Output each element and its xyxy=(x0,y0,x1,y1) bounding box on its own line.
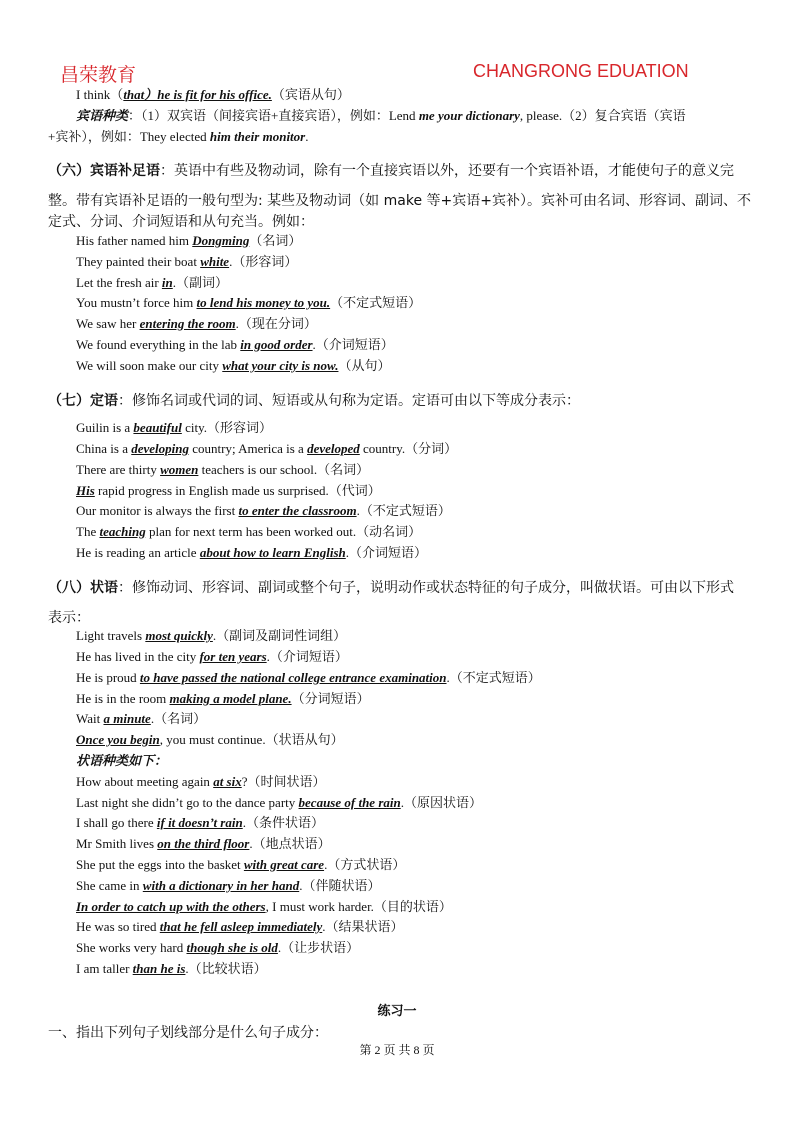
s7-example: He is reading an article about how to learn English.（介词短语） xyxy=(76,545,428,560)
section-8-heading: （八）状语：修饰动词、形容词、副词或整个句子，说明动作或状态特征的句子成分，叫做状语。可由以下形式 xyxy=(48,580,734,596)
adverbial-types-heading: 状语种类如下： xyxy=(76,753,168,768)
s6-example: Let the fresh air in.（副词） xyxy=(76,275,229,290)
s8-example: He is proud to have passed the national college entrance examination.（不定式短语） xyxy=(76,670,541,685)
s8-kind-example: She works very hard though she is old.（让步状语） xyxy=(76,940,360,955)
s8-kind-example: Mr Smith lives on the third floor.（地点状语） xyxy=(76,836,331,851)
s8-kind-example: How about meeting again at six?（时间状语） xyxy=(76,774,326,789)
s6-example: We found everything in the lab in good order.（介词短语） xyxy=(76,337,394,352)
s8-kind-example: He was so tired that he fell asleep immediately.（结果状语） xyxy=(76,919,404,934)
s6-example: They painted their boat white.（形容词） xyxy=(76,254,298,269)
s7-example: China is a developing country; America is a developed country.（分词） xyxy=(76,441,458,456)
s8-example: Light travels most quickly.（副词及副词性词组） xyxy=(76,628,347,643)
brand-english: CHANGRONG EDUATION xyxy=(473,61,689,81)
s6-example: His father named him Dongming（名词） xyxy=(76,233,302,248)
s6-example: You mustn’t force him to lend his money to you.（不定式短语） xyxy=(76,295,422,310)
s8-example: He has lived in the city for ten years.（介词短语） xyxy=(76,649,348,664)
section-6-text-2: 整。带有宾语补足语的一般句型为: 某些及物动词（如 make 等+宾语+宾补）。宾补可由名词、形容词、副词、不 xyxy=(48,193,751,209)
object-clause-example: I think（that）he is fit for his office.（宾语从句） xyxy=(76,87,350,102)
s8-example: He is in the room making a model plane.（分词短语） xyxy=(76,691,370,706)
brand-chinese: 昌荣教育 xyxy=(60,64,137,86)
s7-example: There are thirty women teachers is our school.（名词） xyxy=(76,462,370,477)
s7-example: His rapid progress in English made us surprised.（代词） xyxy=(76,483,381,498)
object-types-line-2: +宾补），例如：They elected him their monitor. xyxy=(48,129,309,144)
s8-kind-example: I am taller than he is.（比较状语） xyxy=(76,961,267,976)
s6-example: We saw her entering the room.（现在分词） xyxy=(76,316,317,331)
s8-kind-example: I shall go there if it doesn’t rain.（条件状语） xyxy=(76,815,324,830)
section-7-heading: （七）定语：修饰名词或代词的词、短语或从句称为定语。定语可由以下等成分表示： xyxy=(48,393,580,409)
section-8-text-2: 表示： xyxy=(48,610,90,626)
s8-example: Wait a minute.（名词） xyxy=(76,711,207,726)
exercise-question-1: 一、指出下列句子划线部分是什么句子成分： xyxy=(48,1025,328,1041)
exercise-title: 练习一 xyxy=(377,1004,417,1019)
s8-kind-example: In order to catch up with the others, I must work harder.（目的状语） xyxy=(76,899,452,914)
s6-example: We will soon make our city what your city is now.（从句） xyxy=(76,358,391,373)
s8-example: Once you begin, you must continue.（状语从句） xyxy=(76,732,344,747)
s7-example: Guilin is a beautiful city.（形容词） xyxy=(76,420,272,435)
section-6-text-3: 定式、分词、介词短语和从句充当。例如： xyxy=(48,214,314,230)
s8-kind-example: Last night she didn’t go to the dance party because of the rain.（原因状语） xyxy=(76,795,482,810)
s7-example: Our monitor is always the first to enter the classroom.（不定式短语） xyxy=(76,503,451,518)
section-6-heading: （六）宾语补足语：英语中有些及物动词，除有一个直接宾语以外，还要有一个宾语补语，才能使句子的意义完 xyxy=(48,163,734,179)
s7-example: The teaching plan for next term has been worked out.（动名词） xyxy=(76,524,422,539)
s8-kind-example: She came in with a dictionary in her hand.（伴随状语） xyxy=(76,878,381,893)
s8-kind-example: She put the eggs into the basket with great care.（方式状语） xyxy=(76,857,406,872)
object-types-line-1: 宾语种类：（1）双宾语（间接宾语+直接宾语），例如：Lend me your dictionary, please.（2）复合宾语（宾语 xyxy=(76,108,686,123)
page-number: 第 2 页 共 8 页 xyxy=(359,1043,435,1057)
